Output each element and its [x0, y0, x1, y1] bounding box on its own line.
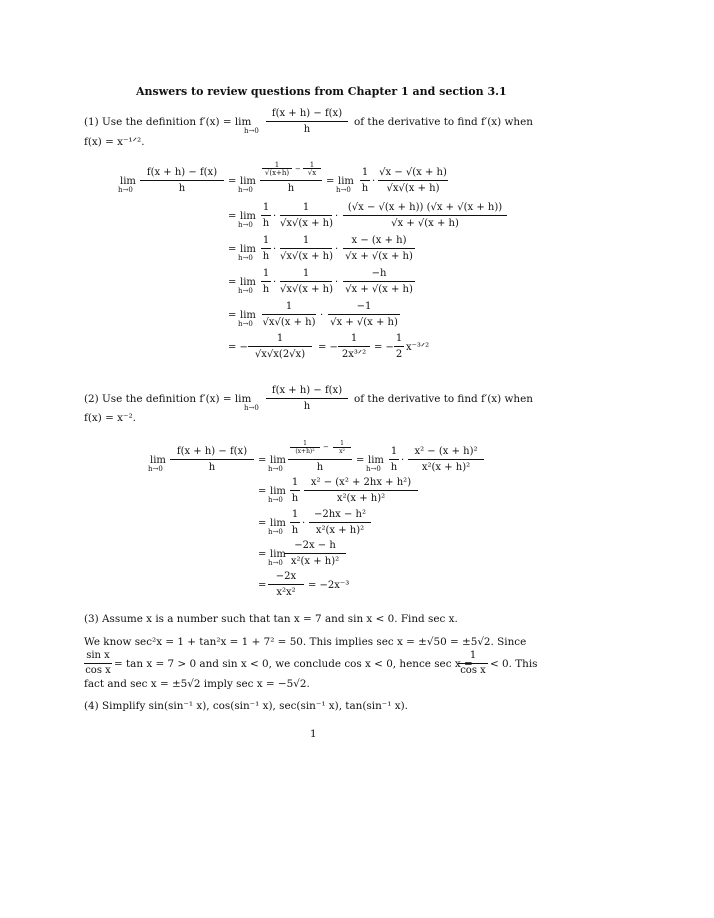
q2-lhs-bar: [170, 459, 254, 460]
q1-r4-den1: √x√(x + h): [262, 317, 316, 328]
q1-statement-end: of the derivative to find f′(x) when: [354, 116, 533, 128]
q1-r2-one: 1: [262, 235, 270, 246]
q2-r1-bar2: [304, 490, 418, 491]
q2-lhs-denominator: h: [208, 462, 216, 473]
q2-r0-denominator: h: [316, 462, 324, 473]
q1-r4-equals: =: [228, 310, 237, 321]
q2-def-denominator: h: [303, 401, 311, 412]
q1-lhs-bar: [140, 180, 224, 181]
q3-frac-numerator: sin x: [86, 650, 110, 661]
q1-r0-equals: =: [228, 176, 237, 187]
q2-r1-bar1: [290, 490, 300, 491]
q2-def-fraction-bar: [266, 398, 348, 399]
q3-line3-end: < 0. This: [490, 658, 538, 670]
q1-r5-mid: = −: [318, 342, 338, 353]
q2-r0-lim-sub: h→0: [268, 465, 283, 473]
q1-r0-inner-den-a: √(x+h): [264, 169, 290, 177]
q2-r0b-h: h: [390, 462, 398, 473]
q2-r2-denominator: x²(x + h)²: [315, 525, 365, 536]
q2-r0b-equals: =: [356, 455, 365, 466]
q2-r4-bar: [268, 584, 304, 585]
q1-r2-den1: √x√(x + h): [280, 251, 334, 262]
q2-r2-dot: ·: [302, 518, 306, 529]
q1-r5-num2: 1: [350, 333, 358, 344]
q1-r3-bar1: [261, 281, 271, 282]
q1-lhs-lim: lim: [120, 176, 136, 187]
q1-r1-bar3: [343, 215, 507, 216]
q2-r3-lim-sub: h→0: [268, 559, 283, 567]
q1-def-denominator: h: [303, 124, 311, 135]
q1-r5-den3: 2: [395, 349, 403, 360]
q2-r0-lim: lim: [270, 455, 286, 466]
q2-r0-bar: [288, 459, 352, 460]
q1-r2-lim-sub: h→0: [238, 254, 253, 262]
q2-r1-numerator: x² − (x² + 2hx + h²): [310, 477, 412, 488]
q2-r0-inner-num-a: 1: [303, 440, 307, 447]
q1-r0-inner-num-a: 1: [274, 161, 280, 169]
q2-r2-equals: =: [258, 518, 267, 529]
q1-r0b-denominator: √x√(x + h): [386, 183, 440, 194]
q1-r0b-dot: ·: [372, 176, 376, 187]
q1-r0-inner-den-b: √x: [307, 169, 317, 177]
q1-r4-bar2: [328, 314, 400, 315]
q1-r1-dot1: ·: [273, 211, 277, 222]
page-title: Answers to review questions from Chapter 1 and section 3.1: [136, 85, 507, 98]
q1-r0-denominator: h: [287, 183, 295, 194]
q2-r0-inner-den-b: x²: [339, 448, 345, 455]
q1-lhs-numerator: f(x + h) − f(x): [146, 167, 218, 178]
q1-r1-dot2: ·: [335, 211, 339, 222]
q2-r1-h: h: [291, 493, 299, 504]
q1-r0-inner-minus: −: [295, 165, 301, 173]
q2-r1-equals: =: [258, 486, 267, 497]
q3-frac2-numerator: 1: [469, 650, 477, 661]
q4-line1: (4) Simplify sin(sin⁻¹ x), cos(sin⁻¹ x), sec(sin⁻¹ x), tan(sin⁻¹ x).: [84, 700, 408, 712]
q1-r3-num2: −h: [371, 268, 387, 279]
q1-r0-lim-sub: h→0: [238, 186, 253, 194]
q2-function: f(x) = x⁻².: [84, 412, 136, 424]
q1-r5-tail: x⁻³ᐟ²: [406, 342, 430, 353]
q1-r1-bar1: [261, 215, 271, 216]
q2-r0b-one: 1: [390, 446, 398, 457]
q3-line1: (3) Assume x is a number such that tan x = 7 and sin x < 0. Find sec x.: [84, 613, 458, 625]
q1-r5-num3: 1: [395, 333, 403, 344]
q1-r1-den1: √x√(x + h): [280, 218, 334, 229]
q1-r0b-numerator: √x − √(x + h): [379, 167, 447, 178]
page-number: 1: [310, 728, 317, 740]
q3-frac2-denominator: cos x: [460, 665, 486, 676]
q1-r4-den2: √x + √(x + h): [330, 317, 398, 328]
q3-frac-bar: [84, 663, 112, 664]
q2-r0-inner-num-b: 1: [340, 440, 344, 447]
q2-r2-lim: lim: [270, 518, 286, 529]
q2-r0b-bar2: [408, 459, 484, 460]
q2-r3-equals: =: [258, 549, 267, 560]
q1-r3-den2: √x + √(x + h): [345, 284, 413, 295]
q3-frac-denominator: cos x: [85, 665, 111, 676]
q2-lhs-lim: lim: [150, 455, 166, 466]
q1-r0-inner-num-b: 1: [309, 161, 315, 169]
q2-r3-bar: [284, 553, 346, 554]
q1-r2-num2: x − (x + h): [351, 235, 407, 246]
q1-r4-num2: −1: [356, 301, 372, 312]
q2-r2-bar2: [309, 522, 371, 523]
q1-r1-one: 1: [262, 202, 270, 213]
q1-r0b-bar1: [360, 180, 370, 181]
q3-line3-middle: = tan x = 7 > 0 and sin x < 0, we conclude cos x < 0, hence sec x =: [114, 658, 473, 670]
q2-r2-one: 1: [291, 509, 299, 520]
q2-r1-lim: lim: [270, 486, 286, 497]
q2-statement-start: (2) Use the definition f′(x) = lim: [84, 393, 252, 405]
q2-r4-denominator: x²x²: [276, 587, 296, 598]
q3-line2: We know sec²x = 1 + tan²x = 1 + 7² = 50. This implies sec x = ±√50 = ±5√2. Since: [84, 636, 527, 648]
q1-r3-bar2: [280, 281, 332, 282]
q1-r0b-h: h: [361, 183, 369, 194]
q1-def-numerator: f(x + h) − f(x): [271, 108, 343, 119]
q1-r5-den2: 2x³ᐟ²: [341, 349, 367, 360]
q2-r3-numerator: −2x − h: [294, 540, 336, 551]
q1-r1-lim-sub: h→0: [238, 221, 253, 229]
q2-r0b-bar1: [389, 459, 399, 460]
q1-r1-bar2: [280, 215, 332, 216]
q1-r4-bar1: [262, 314, 316, 315]
q2-def-numerator: f(x + h) − f(x): [271, 385, 343, 396]
q2-r4-numerator: −2x: [275, 571, 297, 582]
q1-r5-bar1: [248, 346, 312, 347]
q2-r0b-numerator: x² − (x + h)²: [414, 446, 478, 457]
q1-r3-lim-sub: h→0: [238, 287, 253, 295]
q1-r2-den2: √x + √(x + h): [345, 251, 413, 262]
q1-r3-h: h: [262, 284, 270, 295]
q1-r1-den2: √x + √(x + h): [391, 218, 459, 229]
q1-lim-subscript: h→0: [244, 127, 259, 135]
q1-r1-equals: =: [228, 211, 237, 222]
q1-r4-lim-sub: h→0: [238, 320, 253, 328]
q1-r1-num2: (√x − √(x + h)) (√x + √(x + h)): [347, 202, 503, 213]
q1-r0-bar: [260, 180, 322, 181]
q2-r0b-denominator: x²(x + h)²: [421, 462, 471, 473]
q1-r3-lim: lim: [240, 277, 256, 288]
q2-r1-one: 1: [291, 477, 299, 488]
q1-r2-bar1: [261, 248, 271, 249]
q2-r4-equals: =: [258, 580, 267, 591]
q2-r3-denominator: x²(x + h)²: [290, 556, 340, 567]
q2-r1-denominator: x²(x + h)²: [336, 493, 386, 504]
q1-r0b-bar2: [378, 180, 448, 181]
q2-r2-h: h: [291, 525, 299, 536]
q1-r1-h: h: [262, 218, 270, 229]
q1-r0b-equals: =: [326, 176, 335, 187]
q1-r2-h: h: [262, 251, 270, 262]
q1-r2-equals: =: [228, 244, 237, 255]
q1-r4-lim: lim: [240, 310, 256, 321]
q2-r2-numerator: −2hx − h²: [313, 509, 366, 520]
q2-r0-inner-minus: −: [323, 443, 329, 451]
q1-r3-dot1: ·: [273, 277, 277, 288]
q2-r4-tail: = −2x⁻³: [308, 580, 350, 591]
q1-r1-num1: 1: [302, 202, 310, 213]
q1-r0b-one: 1: [361, 167, 369, 178]
q1-r5-bar2: [338, 346, 370, 347]
q2-r0-inner-den-a: (x+h)²: [295, 448, 315, 455]
q2-lhs-lim-sub: h→0: [148, 465, 163, 473]
q2-r0b-dot: ·: [401, 455, 405, 466]
q2-r0-equals: =: [258, 455, 267, 466]
q1-r2-dot2: ·: [335, 244, 339, 255]
q2-r2-bar1: [290, 522, 300, 523]
q1-r2-num1: 1: [302, 235, 310, 246]
q1-function: f(x) = x⁻¹ᐟ².: [84, 136, 145, 148]
q1-r3-one: 1: [262, 268, 270, 279]
q1-r2-bar2: [280, 248, 332, 249]
q1-r5-bar3: [394, 346, 404, 347]
q1-r4-num1: 1: [285, 301, 293, 312]
q1-lhs-denominator: h: [178, 183, 186, 194]
q2-statement-end: of the derivative to find f′(x) when: [354, 393, 533, 405]
q3-frac2-bar: [458, 663, 488, 664]
q2-r1-lim-sub: h→0: [268, 496, 283, 504]
q1-r3-bar3: [343, 281, 415, 282]
q2-r0b-lim-sub: h→0: [366, 465, 381, 473]
q1-r5-num1: 1: [276, 333, 284, 344]
q1-r3-dot2: ·: [335, 277, 339, 288]
q1-r1-lim: lim: [240, 211, 256, 222]
q1-r5-lead: = −: [228, 342, 248, 353]
q1-statement-start: (1) Use the definition f′(x) = lim: [84, 116, 252, 128]
q3-line4: fact and sec x = ±5√2 imply sec x = −5√2.: [84, 678, 310, 690]
q1-r2-lim: lim: [240, 244, 256, 255]
q1-r5-mid2: = −: [374, 342, 394, 353]
q1-r4-dot: ·: [320, 310, 324, 321]
q1-lhs-lim-sub: h→0: [118, 186, 133, 194]
q1-r3-equals: =: [228, 277, 237, 288]
q2-lhs-numerator: f(x + h) − f(x): [176, 446, 248, 457]
q1-r0-lim: lim: [240, 176, 256, 187]
q1-r2-dot1: ·: [273, 244, 277, 255]
q1-r0b-lim-sub: h→0: [336, 186, 351, 194]
q1-r0b-lim: lim: [338, 176, 354, 187]
q1-r5-den1: √x√x(2√x): [254, 349, 306, 360]
q2-r2-lim-sub: h→0: [268, 528, 283, 536]
q2-r0b-lim: lim: [368, 455, 384, 466]
q2-r3-lim: lim: [270, 549, 286, 560]
q1-r3-num1: 1: [302, 268, 310, 279]
q1-def-fraction-bar: [266, 121, 348, 122]
q1-r2-bar3: [343, 248, 415, 249]
q1-r3-den1: √x√(x + h): [280, 284, 334, 295]
q2-lim-subscript: h→0: [244, 404, 259, 412]
